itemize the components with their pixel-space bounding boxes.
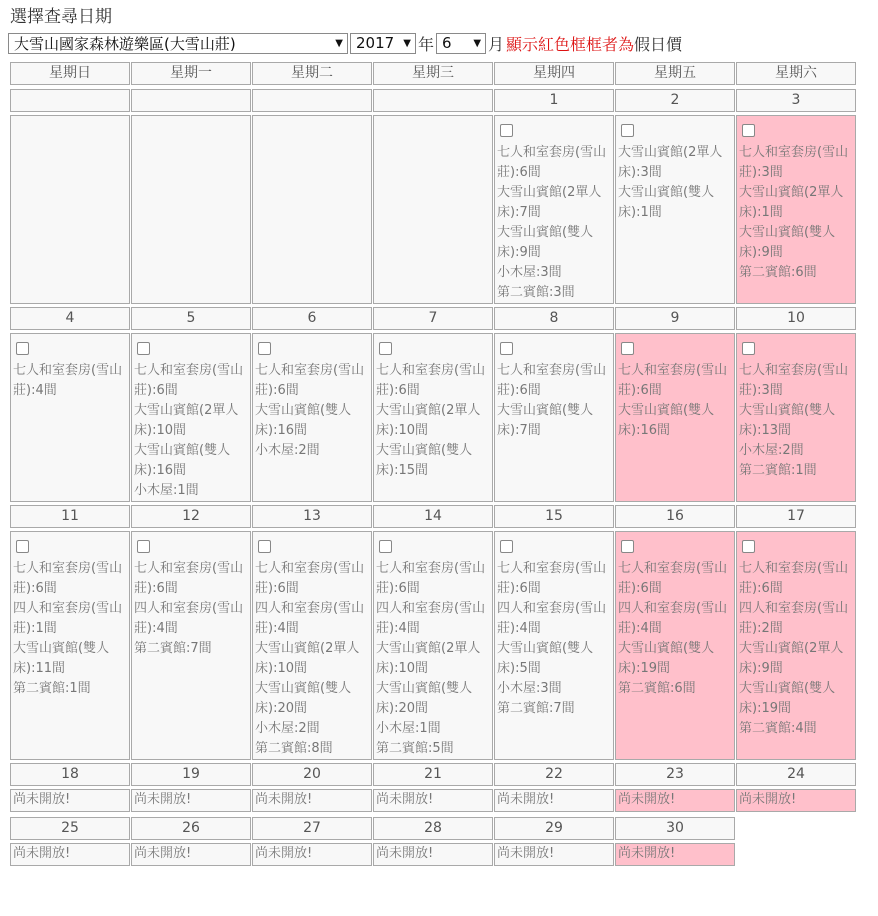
day-number: 7 bbox=[373, 307, 493, 330]
day-cell bbox=[736, 531, 856, 760]
empty-day-number bbox=[252, 89, 372, 112]
room-availability: 七人和室套房(雪山莊):6間 bbox=[618, 363, 728, 398]
day-number: 24 bbox=[736, 763, 856, 786]
day-checkbox[interactable] bbox=[16, 342, 29, 355]
empty-day-number bbox=[131, 89, 251, 112]
weekday-header: 星期四 bbox=[494, 62, 614, 85]
room-availability: 四人和室套房(雪山莊):4間 bbox=[134, 601, 244, 636]
empty-day-cell bbox=[252, 115, 372, 304]
month-select-value: 6 bbox=[442, 34, 452, 52]
room-availability: 小木屋:2間 bbox=[255, 443, 320, 458]
room-availability: 四人和室套房(雪山莊):2間 bbox=[739, 601, 849, 636]
weekday-header: 星期六 bbox=[736, 62, 856, 85]
room-availability: 七人和室套房(雪山莊):6間 bbox=[497, 363, 607, 398]
not-open-cell: 尚未開放! bbox=[494, 843, 614, 866]
day-checkbox[interactable] bbox=[137, 540, 150, 553]
room-availability: 大雪山賓館(雙人床):1間 bbox=[618, 185, 715, 220]
not-open-cell: 尚未開放! bbox=[131, 843, 251, 866]
room-availability: 大雪山賓館(雙人床):16間 bbox=[134, 443, 231, 478]
day-checkbox[interactable] bbox=[379, 342, 392, 355]
room-availability: 第二賓館:1間 bbox=[739, 463, 817, 478]
room-availability: 大雪山賓館(2單人床):10間 bbox=[376, 641, 481, 676]
day-checkbox[interactable] bbox=[621, 540, 634, 553]
weekday-header: 星期一 bbox=[131, 62, 251, 85]
room-availability: 第二賓館:6間 bbox=[739, 265, 817, 280]
room-availability: 大雪山賓館(雙人床):9間 bbox=[739, 225, 836, 260]
not-open-cell: 尚未開放! bbox=[252, 843, 372, 866]
empty-day-cell bbox=[373, 115, 493, 304]
day-cell bbox=[10, 531, 130, 760]
room-availability: 大雪山賓館(雙人床):16間 bbox=[255, 403, 352, 438]
room-availability: 第二賓館:5間 bbox=[376, 741, 454, 756]
day-checkbox[interactable] bbox=[258, 342, 271, 355]
not-open-cell: 尚未開放! bbox=[373, 789, 493, 812]
room-availability: 大雪山賓館(2單人床):10間 bbox=[376, 403, 481, 438]
room-availability: 大雪山賓館(雙人床):20間 bbox=[255, 681, 352, 716]
room-availability: 大雪山賓館(雙人床):11間 bbox=[13, 641, 110, 676]
room-availability: 大雪山賓館(雙人床):20間 bbox=[376, 681, 473, 716]
day-number: 4 bbox=[10, 307, 130, 330]
not-open-cell: 尚未開放! bbox=[736, 789, 856, 812]
room-availability: 七人和室套房(雪山莊):6間 bbox=[497, 561, 607, 596]
room-availability: 第二賓館:1間 bbox=[13, 681, 91, 696]
day-number: 27 bbox=[252, 817, 372, 840]
day-checkbox[interactable] bbox=[500, 342, 513, 355]
chevron-down-icon: ▼ bbox=[473, 37, 482, 49]
day-number: 13 bbox=[252, 505, 372, 528]
day-checkbox[interactable] bbox=[500, 124, 513, 137]
day-number: 15 bbox=[494, 505, 614, 528]
day-cell bbox=[131, 333, 251, 502]
day-checkbox[interactable] bbox=[258, 540, 271, 553]
day-number: 6 bbox=[252, 307, 372, 330]
chevron-down-icon: ▼ bbox=[335, 37, 343, 49]
holiday-note-red: 顯示紅色框框者為 bbox=[506, 34, 635, 54]
empty-day-number bbox=[10, 89, 130, 112]
day-number: 26 bbox=[131, 817, 251, 840]
page-title: 選擇查尋日期 bbox=[10, 7, 112, 27]
room-availability: 七人和室套房(雪山莊):6間 bbox=[134, 561, 244, 596]
room-availability: 七人和室套房(雪山莊):6間 bbox=[255, 561, 365, 596]
holiday-note: 假日價 bbox=[634, 34, 683, 54]
chevron-down-icon: ▼ bbox=[403, 37, 411, 49]
day-number: 12 bbox=[131, 505, 251, 528]
day-cell bbox=[615, 531, 735, 760]
day-number: 2 bbox=[615, 89, 735, 112]
day-number: 5 bbox=[131, 307, 251, 330]
room-availability: 四人和室套房(雪山莊):4間 bbox=[255, 601, 365, 636]
day-number: 21 bbox=[373, 763, 493, 786]
day-cell bbox=[494, 531, 614, 760]
room-availability: 大雪山賓館(2單人床):10間 bbox=[255, 641, 360, 676]
empty-day-cell bbox=[10, 115, 130, 304]
room-availability: 七人和室套房(雪山莊):3間 bbox=[739, 145, 849, 180]
day-checkbox[interactable] bbox=[379, 540, 392, 553]
day-cell bbox=[615, 333, 735, 502]
day-checkbox[interactable] bbox=[16, 540, 29, 553]
room-availability: 第二賓館:7間 bbox=[497, 701, 575, 716]
room-availability: 第二賓館:8間 bbox=[255, 741, 333, 756]
day-cell bbox=[10, 333, 130, 502]
room-availability: 大雪山賓館(2單人床):1間 bbox=[739, 185, 844, 220]
day-number: 30 bbox=[615, 817, 735, 840]
room-availability: 大雪山賓館(雙人床):13間 bbox=[739, 403, 836, 438]
room-availability: 四人和室套房(雪山莊):4間 bbox=[497, 601, 607, 636]
room-availability: 小木屋:3間 bbox=[497, 265, 562, 280]
room-availability: 小木屋:1間 bbox=[376, 721, 441, 736]
day-checkbox[interactable] bbox=[742, 540, 755, 553]
day-checkbox[interactable] bbox=[137, 342, 150, 355]
day-checkbox[interactable] bbox=[742, 124, 755, 137]
day-checkbox[interactable] bbox=[742, 342, 755, 355]
not-open-cell: 尚未開放! bbox=[252, 789, 372, 812]
day-number: 20 bbox=[252, 763, 372, 786]
room-availability: 七人和室套房(雪山莊):6間 bbox=[13, 561, 123, 596]
room-availability: 小木屋:1間 bbox=[134, 483, 199, 498]
day-number: 14 bbox=[373, 505, 493, 528]
day-cell bbox=[615, 115, 735, 304]
year-label: 年 bbox=[418, 34, 435, 54]
day-cell bbox=[252, 531, 372, 760]
day-number: 22 bbox=[494, 763, 614, 786]
room-availability: 第二賓館:7間 bbox=[134, 641, 212, 656]
day-checkbox[interactable] bbox=[621, 124, 634, 137]
room-availability: 第二賓館:4間 bbox=[739, 721, 817, 736]
day-cell bbox=[131, 531, 251, 760]
empty-day-cell bbox=[131, 115, 251, 304]
room-availability: 大雪山賓館(雙人床):9間 bbox=[497, 225, 594, 260]
room-availability: 四人和室套房(雪山莊):4間 bbox=[376, 601, 486, 636]
room-availability: 七人和室套房(雪山莊):6間 bbox=[134, 363, 244, 398]
room-availability: 七人和室套房(雪山莊):6間 bbox=[376, 561, 486, 596]
area-select-value: 大雪山國家森林遊樂區(大雪山莊) bbox=[14, 34, 236, 53]
room-availability: 大雪山賓館(2單人床):3間 bbox=[618, 145, 723, 180]
room-availability: 四人和室套房(雪山莊):4間 bbox=[618, 601, 728, 636]
room-availability: 七人和室套房(雪山莊):6間 bbox=[739, 561, 849, 596]
day-number: 1 bbox=[494, 89, 614, 112]
weekday-header: 星期日 bbox=[10, 62, 130, 85]
room-availability: 大雪山賓館(雙人床):16間 bbox=[618, 403, 715, 438]
day-number: 29 bbox=[494, 817, 614, 840]
day-number: 28 bbox=[373, 817, 493, 840]
month-select[interactable] bbox=[436, 33, 486, 54]
day-cell bbox=[373, 531, 493, 760]
day-cell bbox=[252, 333, 372, 502]
day-checkbox[interactable] bbox=[500, 540, 513, 553]
not-open-cell: 尚未開放! bbox=[615, 843, 735, 866]
day-cell bbox=[736, 333, 856, 502]
empty-day-number bbox=[373, 89, 493, 112]
not-open-cell: 尚未開放! bbox=[131, 789, 251, 812]
not-open-cell: 尚未開放! bbox=[373, 843, 493, 866]
room-availability: 七人和室套房(雪山莊):6間 bbox=[618, 561, 728, 596]
date-controls bbox=[8, 32, 682, 54]
room-availability: 大雪山賓館(雙人床):15間 bbox=[376, 443, 473, 478]
room-availability: 大雪山賓館(雙人床):19間 bbox=[739, 681, 836, 716]
day-number: 8 bbox=[494, 307, 614, 330]
area-select[interactable] bbox=[8, 33, 348, 54]
room-availability: 大雪山賓館(2單人床):10間 bbox=[134, 403, 239, 438]
room-availability: 小木屋:2間 bbox=[255, 721, 320, 736]
not-open-cell: 尚未開放! bbox=[10, 789, 130, 812]
day-number: 16 bbox=[615, 505, 735, 528]
day-checkbox[interactable] bbox=[621, 342, 634, 355]
day-cell bbox=[736, 115, 856, 304]
day-cell bbox=[373, 333, 493, 502]
month-label: 月 bbox=[488, 34, 505, 54]
year-select-value: 2017 bbox=[356, 34, 395, 52]
room-availability: 第二賓館:6間 bbox=[618, 681, 696, 696]
room-availability: 七人和室套房(雪山莊):3間 bbox=[739, 363, 849, 398]
day-number: 25 bbox=[10, 817, 130, 840]
year-select[interactable] bbox=[350, 33, 416, 54]
room-availability: 大雪山賓館(2單人床):9間 bbox=[739, 641, 844, 676]
day-number: 3 bbox=[736, 89, 856, 112]
room-availability: 四人和室套房(雪山莊):1間 bbox=[13, 601, 123, 636]
day-cell bbox=[494, 115, 614, 304]
room-availability: 七人和室套房(雪山莊):6間 bbox=[497, 145, 607, 180]
weekday-header: 星期二 bbox=[252, 62, 372, 85]
day-number: 17 bbox=[736, 505, 856, 528]
room-availability: 七人和室套房(雪山莊):6間 bbox=[376, 363, 486, 398]
day-cell bbox=[494, 333, 614, 502]
not-open-cell: 尚未開放! bbox=[615, 789, 735, 812]
not-open-cell: 尚未開放! bbox=[494, 789, 614, 812]
day-number: 9 bbox=[615, 307, 735, 330]
room-availability: 大雪山賓館(2單人床):7間 bbox=[497, 185, 602, 220]
room-availability: 小木屋:2間 bbox=[739, 443, 804, 458]
weekday-header: 星期三 bbox=[373, 62, 493, 85]
room-availability: 七人和室套房(雪山莊):6間 bbox=[255, 363, 365, 398]
day-number: 18 bbox=[10, 763, 130, 786]
room-availability: 大雪山賓館(雙人床):7間 bbox=[497, 403, 594, 438]
room-availability: 七人和室套房(雪山莊):4間 bbox=[13, 363, 123, 398]
not-open-cell: 尚未開放! bbox=[10, 843, 130, 866]
day-number: 10 bbox=[736, 307, 856, 330]
room-availability: 大雪山賓館(雙人床):5間 bbox=[497, 641, 594, 676]
day-number: 23 bbox=[615, 763, 735, 786]
room-availability: 大雪山賓館(雙人床):19間 bbox=[618, 641, 715, 676]
room-availability: 小木屋:3間 bbox=[497, 681, 562, 696]
day-number: 19 bbox=[131, 763, 251, 786]
room-availability: 第二賓館:3間 bbox=[497, 285, 575, 300]
weekday-header: 星期五 bbox=[615, 62, 735, 85]
day-number: 11 bbox=[10, 505, 130, 528]
